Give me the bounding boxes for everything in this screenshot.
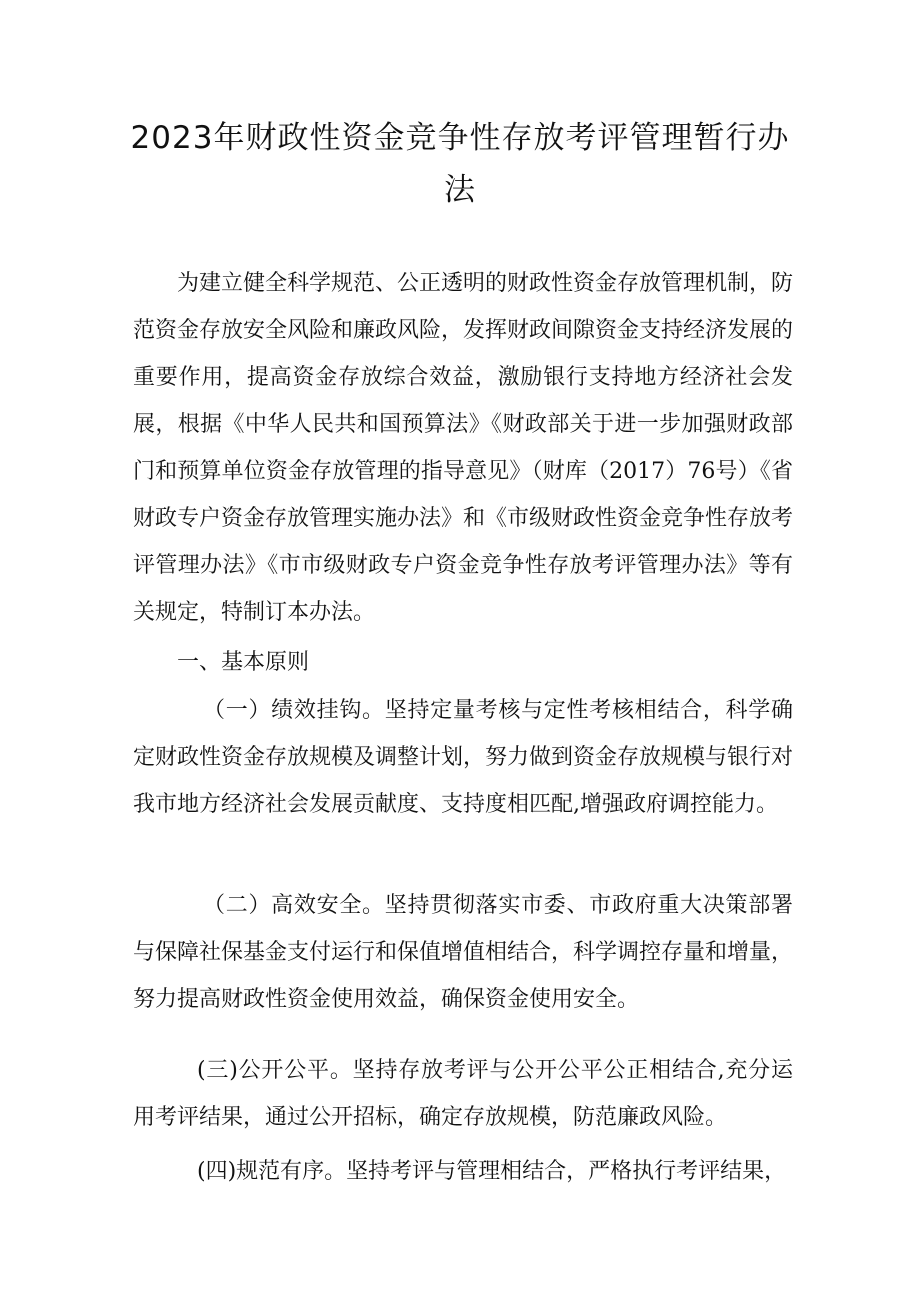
principle-paragraph-1: （一）绩效挂钩。坚持定量考核与定性考核相结合，科学确定财政性资金存放规模及调整计划，努力做到资金存放规模与银行对我市地方经济社会发展贡献度、支持度相匹配,增强政府调控能力。 bbox=[133, 698, 794, 817]
document-title: 2023年财政性资金竞争性存放考评管理暂行办法 bbox=[130, 120, 790, 208]
principle-paragraph-3: (三)公开公平。坚持存放考评与公开公平公正相结合,充分运用考评结果，通过公开招标，确定存放规模，防范廉政风险。 bbox=[133, 1058, 793, 1130]
intro-paragraph: 为建立健全科学规范、公正透明的财政性资金存放管理机制，防范资金存放安全风险和廉政风险，发挥财政间隙资金支持经济发展的重要作用，提高资金存放综合效益，激励银行支持地方经济社会发展，根据《中华人民共和国预算法》《财政部关于进一步加强财政部门和预算单位资金存放管理的指导意见》（财库（2017）76号）《省财政专户资金存放管理实施办法》和《市级财政性资金竞争性存放考评管理办法》《市市级财政专户资金竞争性存放考评管理办法》等有关规定，特制订本办法。 bbox=[133, 271, 794, 625]
section-heading-basic-principles: 一、基本原则 bbox=[177, 650, 310, 675]
principle-paragraph-4: (四)规范有序。坚持考评与管理相结合，严格执行考评结果， bbox=[197, 1159, 787, 1184]
principle-paragraph-2: （二）高效安全。坚持贯彻落实市委、市政府重大决策部署与保障社保基金支付运行和保值增值相结合，科学调控存量和增量，努力提高财政性资金使用效益，确保资金使用安全。 bbox=[133, 893, 794, 1012]
